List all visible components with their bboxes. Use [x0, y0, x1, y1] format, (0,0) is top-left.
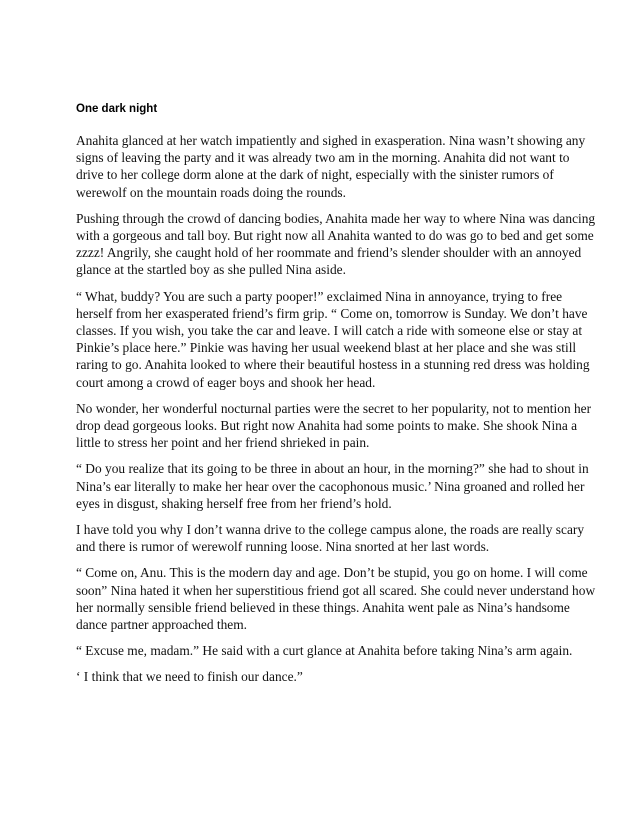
paragraph-line: with a gorgeous and tall boy. But right now all Anahita wanted to do was go to bed and get some	[76, 228, 594, 244]
paragraph-line: Nina’s ear literally to make her hear over the cacophonous music.’ Nina groaned and rolled her	[76, 478, 585, 494]
paragraph	[76, 210, 596, 279]
paragraph-line: werewolf on the mountain roads doing the rounds.	[76, 184, 346, 200]
paragraph	[76, 668, 566, 685]
paragraph-line: drop dead gorgeous looks. But right now Anahita had some points to make. She shook Nina a	[76, 418, 578, 434]
paragraph-line: her normally sensible friend believed in these things. Anahita went pale as Nina’s handsome	[76, 599, 570, 615]
paragraph-line: Pushing through the crowd of dancing bodies, Anahita made her way to where Nina was dancing	[76, 210, 596, 226]
paragraph-line: soon” Nina hated it when her superstitious friend got all scared. She could never understand how	[76, 582, 596, 598]
paragraph	[76, 521, 585, 555]
paragraph	[76, 564, 596, 633]
paragraph-line: No wonder, her wonderful nocturnal parties were the secret to her popularity, not to mention her	[76, 400, 592, 416]
paragraph-line: “ Excuse me, madam.” He said with a curt glance at Anahita before taking Nina’s arm again.	[76, 643, 573, 659]
paragraph-line: raring to go. Anahita looked to where their beautiful hostess in a stunning red dress was holding	[76, 357, 590, 373]
paragraph-line: eyes in disgust, shaking herself free from her friend’s hold.	[76, 495, 392, 511]
paragraph-line: drive to her college dorm alone at the dark of night, especially with the sinister rumors of	[76, 167, 554, 183]
paragraph-line: glance at the startled boy as she pulled Nina aside.	[76, 262, 346, 278]
paragraph-line: Pinkie’s place here.” Pinkie was having her usual weekend blast at her place and she was still	[76, 340, 577, 356]
paragraph-line: and there is rumor of werewolf running loose. Nina snorted at her last words.	[76, 539, 490, 555]
paragraph-line: little to stress her point and her friend shrieked in pain.	[76, 435, 370, 451]
document-title: One dark night	[76, 103, 158, 115]
paragraph	[76, 132, 586, 201]
paragraph	[76, 460, 589, 512]
paragraph-line: “ Do you realize that its going to be three in about an hour, in the morning?” she had to shout in	[76, 461, 589, 477]
paragraph-line: “ What, buddy? You are such a party pooper!” exclaimed Nina in annoyance, trying to free	[76, 288, 563, 304]
paragraph-line: zzzz! Angrily, she caught hold of her roommate and friend’s slender shoulder with an annoyed	[76, 245, 582, 261]
paragraph-line: dance partner approached them.	[76, 617, 248, 633]
paragraph-line: Anahita glanced at her watch impatiently and sighed in exasperation. Nina wasn’t showing any	[76, 133, 586, 148]
paragraph-line: “ Come on, Anu. This is the modern day and age. Don’t be stupid, you go on home. I will come	[76, 565, 588, 581]
paragraph-line: court among a crowd of eager boys and shook her head.	[76, 374, 376, 390]
document-body	[76, 132, 596, 695]
paragraph-line: herself from her exasperated friend’s firm grip. “ Come on, tomorrow is Sunday. We don’t have	[76, 305, 588, 321]
paragraph-line: I have told you why I don’t wanna drive to the college campus alone, the roads are really scary	[76, 522, 585, 538]
paragraph-line: ‘ I think that we need to finish our dance.”	[76, 669, 303, 685]
paragraph	[76, 400, 592, 452]
paragraph-line: signs of leaving the party and it was already two am in the morning. Anahita did not want to	[76, 150, 570, 166]
paragraph-line: classes. If you wish, you take the car and leave. I will catch a ride with someone else or stay at	[76, 323, 583, 339]
paragraph	[76, 288, 590, 391]
paragraph	[76, 642, 573, 659]
